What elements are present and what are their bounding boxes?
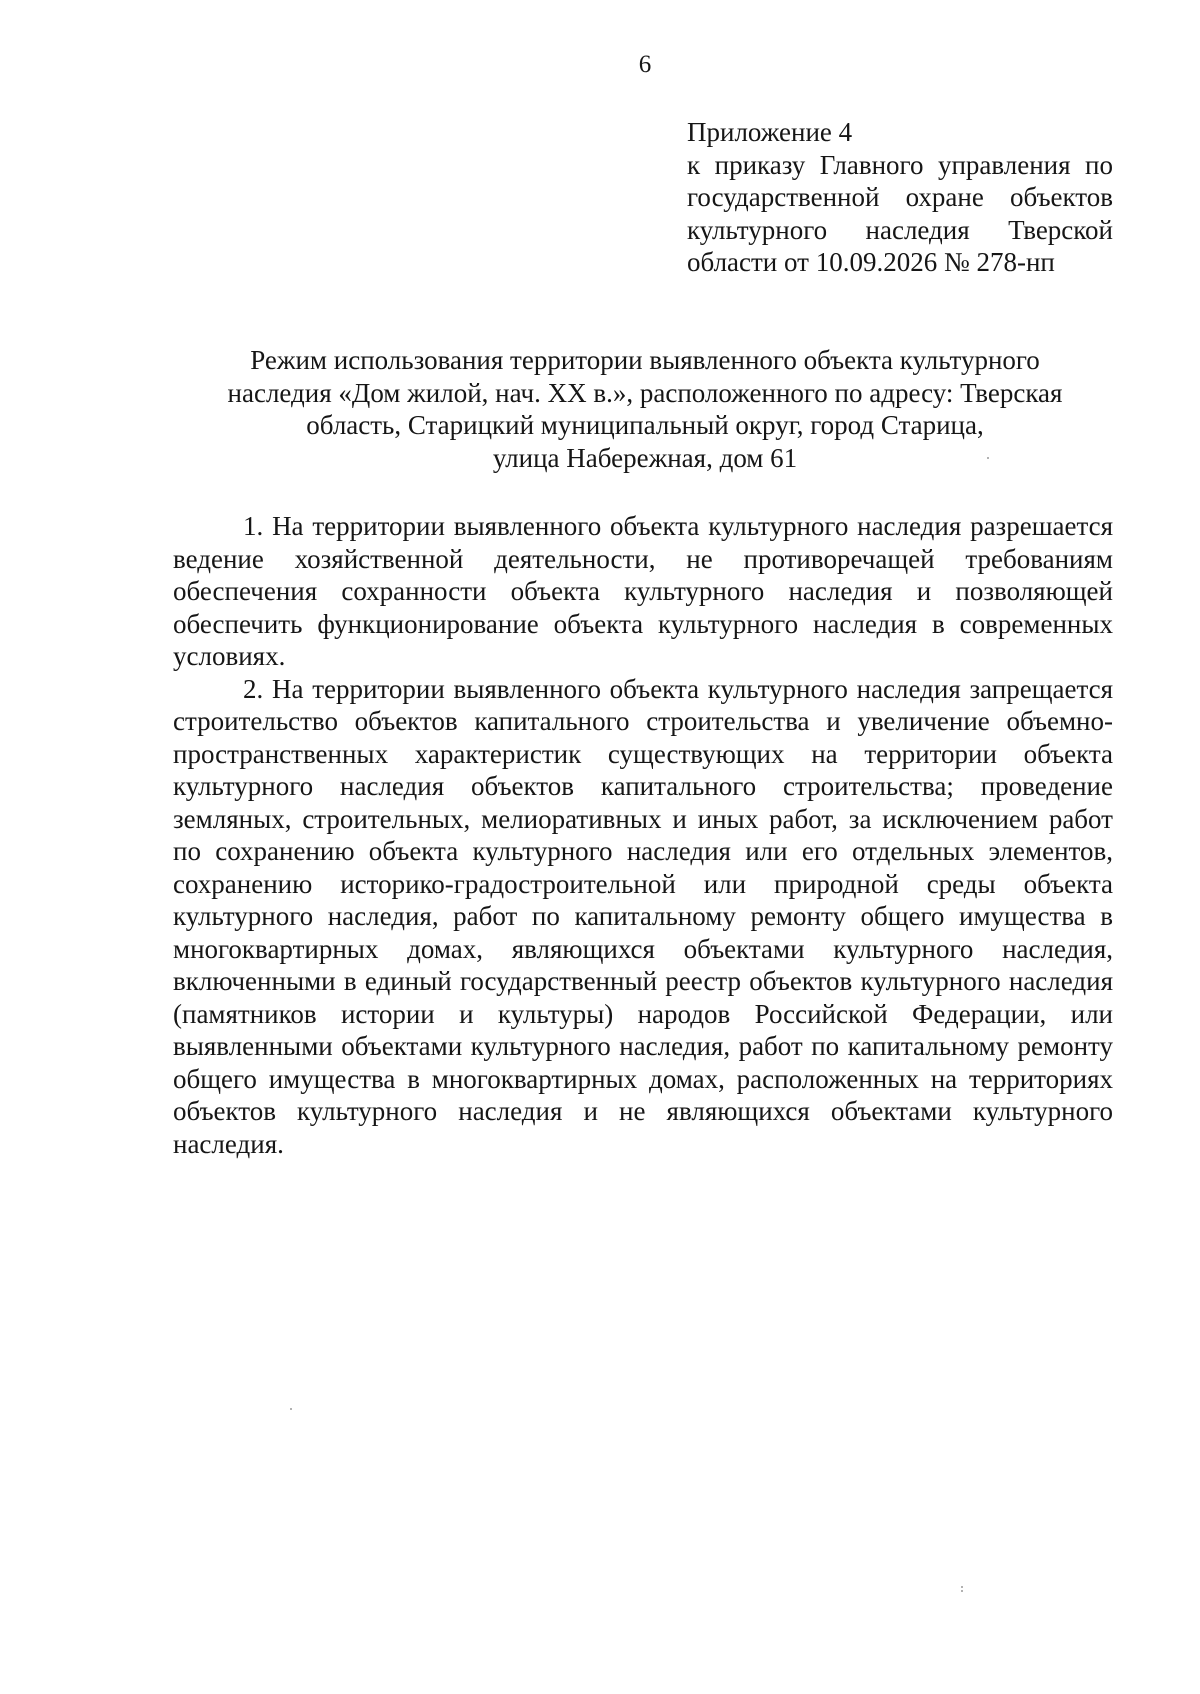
title-line: область, Старицкий муниципальный округ, город Старица,: [306, 410, 984, 440]
appendix-order-ref: государственной охране объектов: [687, 182, 1113, 212]
scan-speck: [290, 1408, 292, 1410]
appendix-order-ref: к приказу Главного управления по: [687, 149, 1113, 180]
scan-speck: [987, 457, 989, 459]
appendix-order-date: области от 10.09.2026 № 278-нп: [687, 247, 1055, 277]
document-title: [175, 344, 1115, 474]
scan-speck: [961, 1590, 963, 1592]
document-body: [173, 510, 1113, 1160]
page-number: 6: [638, 51, 652, 78]
scan-speck: [961, 1586, 963, 1588]
appendix-label: Приложение 4: [687, 117, 853, 147]
paragraph-2: 2. На территории выявленного объекта культурного наследия запрещается строительство объектов капитального строительства и увеличение объемно-пространственных характеристик существующих на территории объекта культурного наследия объектов капитального строительства; проведение земляных, строительных, мелиоративных и иных работ, за исключением работ по сохранению объекта культурного наследия или его отдельных элементов, сохранению историко-градостроительной или природной среды объекта культурного наследия, работ по капитальному ремонту общего имущества в многоквартирных домах, являющихся объектами культурного наследия, включенными в единый государственный реестр объектов культурного наследия (памятников истории и культуры) народов Российской Федерации, или выявленными объектами культурного наследия, работ по капитальному ремонту общего имущества в многоквартирных домах, расположенных на территориях объектов культурного наследия и не являющихся объектами культурного наследия.: [173, 673, 1113, 1159]
appendix-order-ref: культурного наследия Тверской: [687, 214, 1113, 245]
title-line: Режим использования территории выявленного объекта культурного: [250, 345, 1040, 375]
appendix-header: [687, 116, 1113, 279]
title-line: наследия «Дом жилой, нач. XX в.», расположенного по адресу: Тверская: [227, 377, 1063, 408]
title-line: улица Набережная, дом 61: [492, 442, 798, 473]
paragraph-1: 1. На территории выявленного объекта культурного наследия разрешается ведение хозяйственной деятельности, не противоречащей требованиям обеспечения сохранности объекта культурного наследия и позволяющей обеспечить функционирование объекта культурного наследия в современных условиях.: [173, 511, 1113, 671]
